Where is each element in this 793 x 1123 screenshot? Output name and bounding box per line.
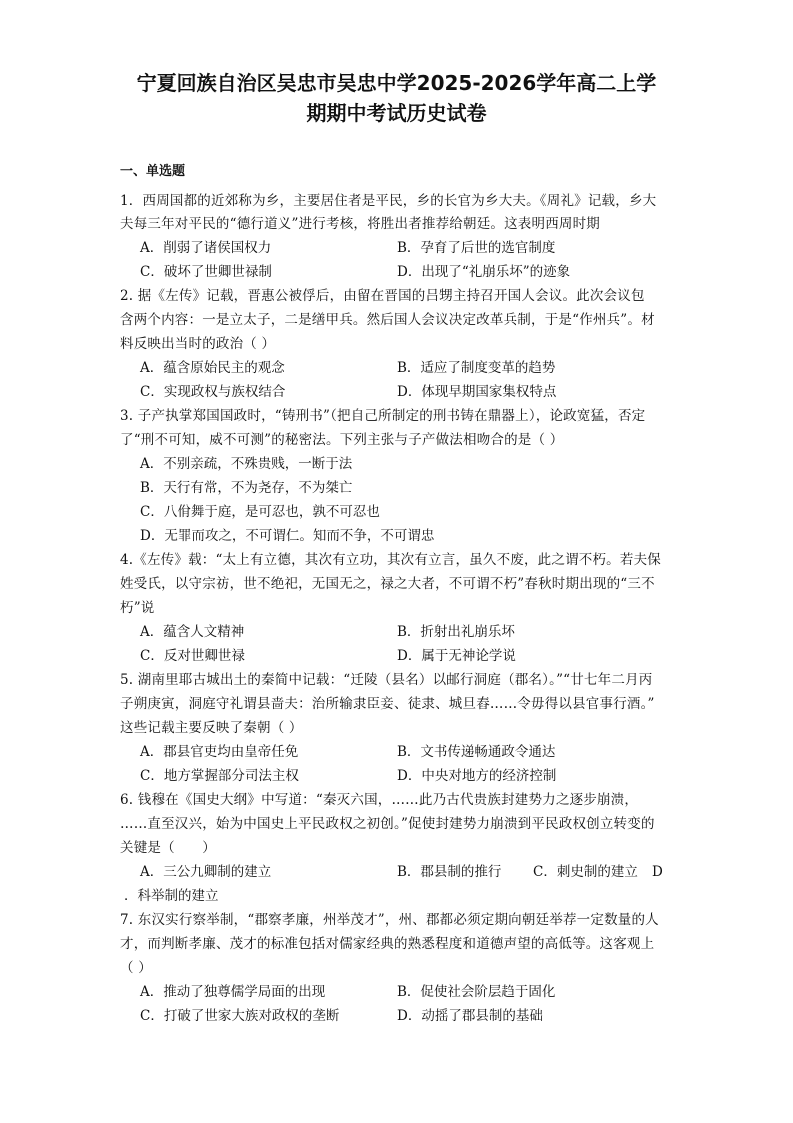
q4-stem-line: 姓受氏，以守宗祊，世不绝祀，无国无之，禄之大者，不可谓不朽”春秋时期出现的“三不	[120, 576, 655, 592]
q5-stem-line: 这些记载主要反映了秦朝（ ）	[120, 720, 303, 736]
q7-option-b: B．促使社会阶层趋于固化	[397, 984, 556, 1000]
q3-option-b: B．天行有常，不为尧存，不为桀亡	[140, 480, 353, 496]
q4-stem-line: 4.《左传》载：“太上有立德，其次有立功，其次有立言，虽久不废，此之谓不朽。若夫保	[120, 552, 661, 568]
q1-stem-line: 1．西周国都的近郊称为乡，主要居住者是平民，乡的长官为乡大夫。《周礼》记载，乡大	[120, 193, 657, 209]
q4-option-d: D．属于无神论学说	[397, 648, 516, 664]
q1-option-d: D．出现了“礼崩乐坏”的迹象	[397, 264, 571, 280]
q5-option-c: C．地方掌握部分司法主权	[140, 768, 299, 784]
exam-title-line-2: 期期中考试历史试卷	[306, 101, 487, 125]
q2-option-d: D．体现早期国家集权特点	[397, 384, 557, 400]
q7-option-d: D．动摇了郡县制的基础	[397, 1008, 543, 1024]
q6-option-a: A．三公九卿制的建立	[140, 864, 272, 880]
q6-stem-line: ……直至汉兴，始为中国史上平民政权之初创。”促使封建势力崩溃到平民政权创立转变的	[120, 816, 655, 832]
q2-option-a: A．蕴含原始民主的观念	[140, 360, 285, 376]
q5-stem-line: 子朔庚寅，洞庭守礼谓县啬夫：治所输隶臣妾、徒隶、城旦舂……令毋得以县官事行酒。”	[120, 696, 655, 712]
q3-stem-line: 了“刑不可知，威不可测”的秘密法。下列主张与子产做法相吻合的是（ ）	[120, 432, 564, 448]
q4-option-b: B．折射出礼崩乐坏	[397, 624, 515, 640]
q4-stem-line: 朽”说	[120, 600, 155, 616]
q2-stem-line: 含两个内容：一是立太子，二是缮甲兵。然后国人会议决定改革兵制，于是“作州兵”。材	[120, 312, 655, 328]
q7-option-a: A．推动了独尊儒学局面的出现	[140, 984, 326, 1000]
q5-option-d: D．中央对地方的经济控制	[397, 768, 557, 784]
q5-stem-line: 5. 湖南里耶古城出土的秦简中记载：“迁陵（县名）以邮行洞庭（郡名）。”“廿七年二月丙	[120, 672, 653, 688]
q6-option-d-text: ．科举制的建立	[124, 888, 219, 904]
q3-stem-line: 3. 子产执掌郑国国政时，“铸刑书”（把自己所制定的刑书铸在鼎器上），论政宽猛，否定	[120, 408, 646, 424]
q2-stem-line: 料反映出当时的政治（ ）	[120, 336, 276, 352]
q5-option-a: A．郡县官吏均由皇帝任免	[140, 744, 299, 760]
q7-option-c: C．打破了世家大族对政权的垄断	[140, 1008, 340, 1024]
exam-title-line-1: 宁夏回族自治区吴忠市吴忠中学2025-2026学年高二上学	[136, 71, 657, 95]
q5-option-b: B．文书传递畅通政令通达	[397, 744, 556, 760]
q6-stem-line: 关键是（ ）	[120, 840, 216, 856]
q6-option-c: C．刺史制的建立	[533, 864, 638, 880]
q1-option-c: C．破坏了世卿世禄制	[140, 264, 272, 280]
q6-option-b: B．郡县制的推行	[397, 864, 502, 880]
q6-stem-line: 6. 钱穆在《国史大纲》中写道：“秦灭六国，……此乃古代贵族封建势力之逐步崩溃，	[120, 792, 639, 808]
q4-option-a: A．蕴含人文精神	[140, 624, 245, 640]
q2-option-b: B．适应了制度变革的趋势	[397, 360, 556, 376]
q2-stem-line: 2. 据《左传》记载，晋惠公被俘后，由留在晋国的吕甥主持召开国人会议。此次会议包	[120, 288, 645, 304]
section-heading: 一、单选题	[120, 164, 186, 179]
q3-option-d: D．无罪而攻之，不可谓仁。知而不争，不可谓忠	[140, 528, 435, 544]
q1-option-b: B．孕育了后世的选官制度	[397, 240, 556, 256]
q4-option-c: C．反对世卿世禄	[140, 648, 245, 664]
q7-stem-line: （ ）	[120, 960, 152, 976]
q1-option-a: A．削弱了诸侯国权力	[140, 240, 272, 256]
q3-option-c: C．八佾舞于庭，是可忍也，孰不可忍也	[140, 504, 380, 520]
q2-option-c: C．实现政权与族权结合	[140, 384, 286, 400]
q6-option-d-letter: D	[652, 864, 663, 880]
q7-stem-line: 才，而判断孝廉、茂才的标准包括对儒家经典的熟悉程度和道德声望的高低等。这客观上	[120, 936, 655, 952]
q3-option-a: A．不别亲疏，不殊贵贱，一断于法	[140, 456, 353, 472]
q1-stem-line: 夫每三年对平民的“德行道义”进行考核，将胜出者推荐给朝廷。这表明西周时期	[120, 216, 601, 232]
q7-stem-line: 7. 东汉实行察举制，“郡察孝廉，州举茂才”，州、郡都必须定期向朝廷举荐一定数量的人	[120, 912, 659, 928]
